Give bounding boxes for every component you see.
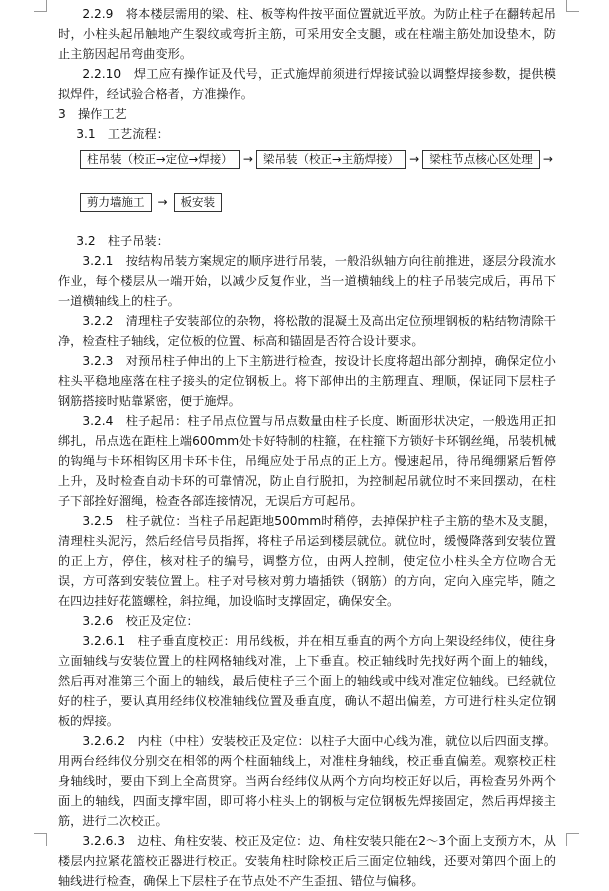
flow-step-slab-install: 板安装 [174,193,223,212]
paragraph-3-2-2: 3.2.2 清理柱子安装部位的杂物，将松散的混凝土及高出定位预埋钢板的粘结物清除干净，检查柱子轴线，定位板的位置、标高和锚固是否符合设计要求。 [58,314,556,348]
crop-mark-top-left [34,0,47,12]
subsection-heading-3-2-6: 3.2.6 校正及定位： [82,614,199,628]
flow-arrow-icon: → [542,152,553,166]
crop-mark-top-right [566,0,579,12]
crop-mark-bottom-left [34,833,47,846]
flow-step-column-hoisting: 柱吊装（校正→定位→焊接） [80,150,240,169]
subsection-heading-3-2: 3.2 柱子吊装： [76,234,169,248]
paragraph-3-2-1: 3.2.1 按结构吊装方案规定的顺序进行吊装，一般沿纵轴方向往前推进，逐层分段流水作业，每个楼层从一端开始，以减少反复作业，当一道横轴线上的柱子吊装完成后，再吊下一道横轴线上的柱子。 [58,254,556,308]
flow-step-shear-wall: 剪力墙施工 [80,193,152,212]
paragraph-3-2-4: 3.2.4 柱子起吊：柱子吊点位置与吊点数量由柱子长度、断面形状决定，一般选用正扣绑扎，吊点选在距柱上端600mm处卡好特制的柱箍，在柱箍下方锁好卡环钢丝绳，吊装机械的钩绳与卡环相钩区用卡环卡住，吊绳应处于吊点的正上方。慢速起吊，待吊绳绷紧后暂停上升，及时检查自动卡环的可靠情况，防止自行脱扣，为控制起吊就位时不来回摆动，在柱子下部拴好溜绳，检查各部连接情况，无误后方可起吊。 [58,414,556,508]
paragraph-3-2-6-2: 3.2.6.2 内柱（中柱）安装校正及定位：以柱子大面中心线为准，就位以后四面支撑。用两台经纬仪分别交在相邻的两个柱面轴线上，对准柱身轴线，校正垂直偏差。观察校正柱身轴线时，要由下到上全高贯穿。当两台经纬仪从两个方向均校正好以后，再检查另外两个面上的轴线，四面支撑牢固，即可将小柱头上的钢板与定位钢板先焊接固定，然后再焊接主筋，进行二次校正。 [58,734,556,828]
process-flow-row-2 [80,190,556,214]
paragraph-2-2-10: 2.2.10 焊工应有操作证及代号，正式施焊前须进行焊接试验以调整焊接参数，提供模拟焊件，经试验合格者，方准操作。 [58,67,556,101]
paragraph-3-2-6-3: 3.2.6.3 边柱、角柱安装、校正及定位：边、角柱安装只能在2～3个面上支预方木，从楼层内拉紧花篮校正器进行校正。安装角柱时除校正后三面定位轴线，还要对第四个面上的轴线进行检查，确保上下层柱子在节点处不产生歪扭、错位与偏移。 [58,834,556,888]
flow-arrow-icon: → [242,152,253,166]
flow-step-beam-hoisting: 梁吊装（校正→主筋焊接） [256,150,406,169]
paragraph-3-2-5: 3.2.5 柱子就位：当柱子吊起距地500mm时稍停，去掉保护柱子主筋的垫木及支腿，清理柱头泥污，然后经信号员指挥，将柱子吊运到楼层就位。就位时，缓慢降落到安装位置的正上方，停住，核对柱子的编号，调整方位，由两人控制，使定位小柱头全方位吻合无误，方可落到安装位置上。柱子对号核对剪力墙插铁（钢筋）的方向，定向入座完毕，随之在四边挂好花篮螺栓，斜拉绳，加设临时支撑固定，确保安全。 [58,514,556,608]
crop-mark-bottom-right [566,833,579,846]
section-heading: 3 操作工艺 [58,107,127,121]
process-flow-row-1 [80,147,556,171]
flow-arrow-icon: → [157,195,168,209]
flow-arrow-icon: → [409,152,420,166]
subsection-heading-3-1: 3.1 工艺流程： [76,127,169,141]
paragraph-3-2-6-1: 3.2.6.1 柱子垂直度校正：用吊线板，并在相互垂直的两个方向上架设经纬仪，使往身立面轴线与安装位置上的柱网格轴线对准，上下垂直。校正轴线时先找好两个面上的轴线，然后再对准第三个面上的轴线，最后使柱子三个面上的轴线或中线对准定位轴线。已经就位好的柱子，要认真用经纬仪校准轴线位置及垂直度，确认不超出偏差，方可进行柱头定位钢板的焊接。 [58,634,556,728]
flow-step-joint-core: 梁柱节点核心区处理 [422,150,540,169]
paragraph-2-2-9: 2.2.9 将本楼层需用的梁、柱、板等构件按平面位置就近平放。为防止柱子在翻转起吊时，小柱头起吊触地产生裂纹或弯折主筋，可采用安全支腿，或在柱端主筋处加设垫木，防止主筋因起吊弯曲变形。 [58,7,556,61]
document-body [58,4,556,891]
paragraph-3-2-3: 3.2.3 对预吊柱子伸出的上下主筋进行检查，按设计长度将超出部分割掉，确保定位小柱头平稳地座落在柱子接头的定位钢板上。将下部伸出的主筋理直、理顺，保证同下层柱子钢筋搭接时贴靠紧密，便于施焊。 [58,354,556,408]
